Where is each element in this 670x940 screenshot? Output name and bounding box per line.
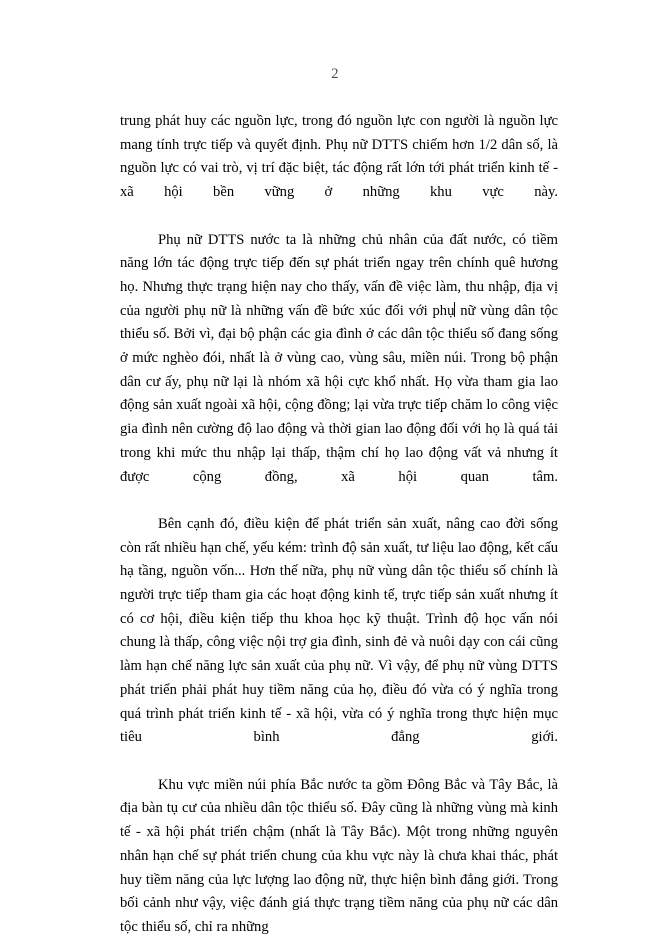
- paragraph-4: Khu vực miền núi phía Bắc nước ta gồm Đông Bắc và Tây Bắc, là địa bàn tụ cư của nhiều dân tộc thiểu số. Đây cũng là những vùng mà kinh tế - xã hội phát triển chậm (nhất là Tây Bắc). Một trong những nguyên nhân hạn chế sự phát triển chung của khu vực này là chưa khai thác, phát huy tiềm năng của lực lượng lao động nữ, thực hiện bình đẳng giới. Trong bối cảnh như vậy, việc đánh giá thực trạng tiềm năng của phụ nữ các dân tộc thiểu số, chỉ ra những: [120, 776, 558, 935]
- paragraph-2-text-before-caret: Phụ nữ DTTS nước ta là những chủ nhân của đất nước, có tiềm năng lớn tác động trực tiếp đến sự phát triển ngay trên chính quê hương họ. Nhưng thực trạng hiện nay cho thấy, vấn đề việc làm, thu nhập, địa vị của người phụ nữ là những vấn đề bức xúc đối với phụ: [120, 231, 558, 319]
- paragraph-2-text-after-caret: nữ vùng dân tộc thiểu số. Bởi vì, đại bộ phận các gia đình ở các dân tộc thiểu số đang sống ở mức nghèo đói, nhất là ở vùng cao, vùng sâu, miền núi. Trong bộ phận dân cư ấy, phụ nữ lại là nhóm xã hội cực khổ nhất. Họ vừa tham gia lao động sản xuất ngoài xã hội, cộng đồng; lại vừa trực tiếp chăm lo công việc gia đình nên cường độ lao động và thời gian lao động đối với họ là quá tải trong khi mức thu nhập lại thấp, thậm chí họ lao động vất vả nhưng ít được cộng đồng, xã hội quan tâm.: [120, 302, 558, 485]
- paragraph-2: [120, 229, 558, 513]
- document-body: [120, 110, 558, 940]
- paragraph-1: trung phát huy các nguồn lực, trong đó nguồn lực con người là nguồn lực mang tính trực tiếp và quyết định. Phụ nữ DTTS chiếm hơn 1/2 dân số, là nguồn lực có vai trò, vị trí đặc biệt, tác động rất lớn tới phát triển kinh tế - xã hội bền vững ở những khu vực này.: [120, 113, 558, 201]
- page-number: 2: [331, 66, 339, 82]
- paragraph-3: Bên cạnh đó, điều kiện để phát triển sản xuất, nâng cao đời sống còn rất nhiều hạn chế, yếu kém: trình độ sản xuất, tư liệu lao động, kết cấu hạ tầng, nguồn vốn... Hơn thế nữa, phụ nữ vùng dân tộc thiểu số chính là người trực tiếp tham gia các hoạt động kinh tế, trực tiếp sản xuất nhưng ít có cơ hội, điều kiện tiếp thu khoa học kỹ thuật. Trình độ học vấn nói chung là thấp, công việc nội trợ gia đình, sinh đẻ và nuôi dạy con cái cũng làm hạn chế năng lực sản xuất của phụ nữ. Vì vậy, để phụ nữ vùng DTTS phát triển phải phát huy tiềm năng của họ, điều đó vừa có ý nghĩa trong quá trình phát triển kinh tế - xã hội, vừa có ý nghĩa trong thực hiện mục tiêu bình đẳng giới.: [120, 515, 558, 746]
